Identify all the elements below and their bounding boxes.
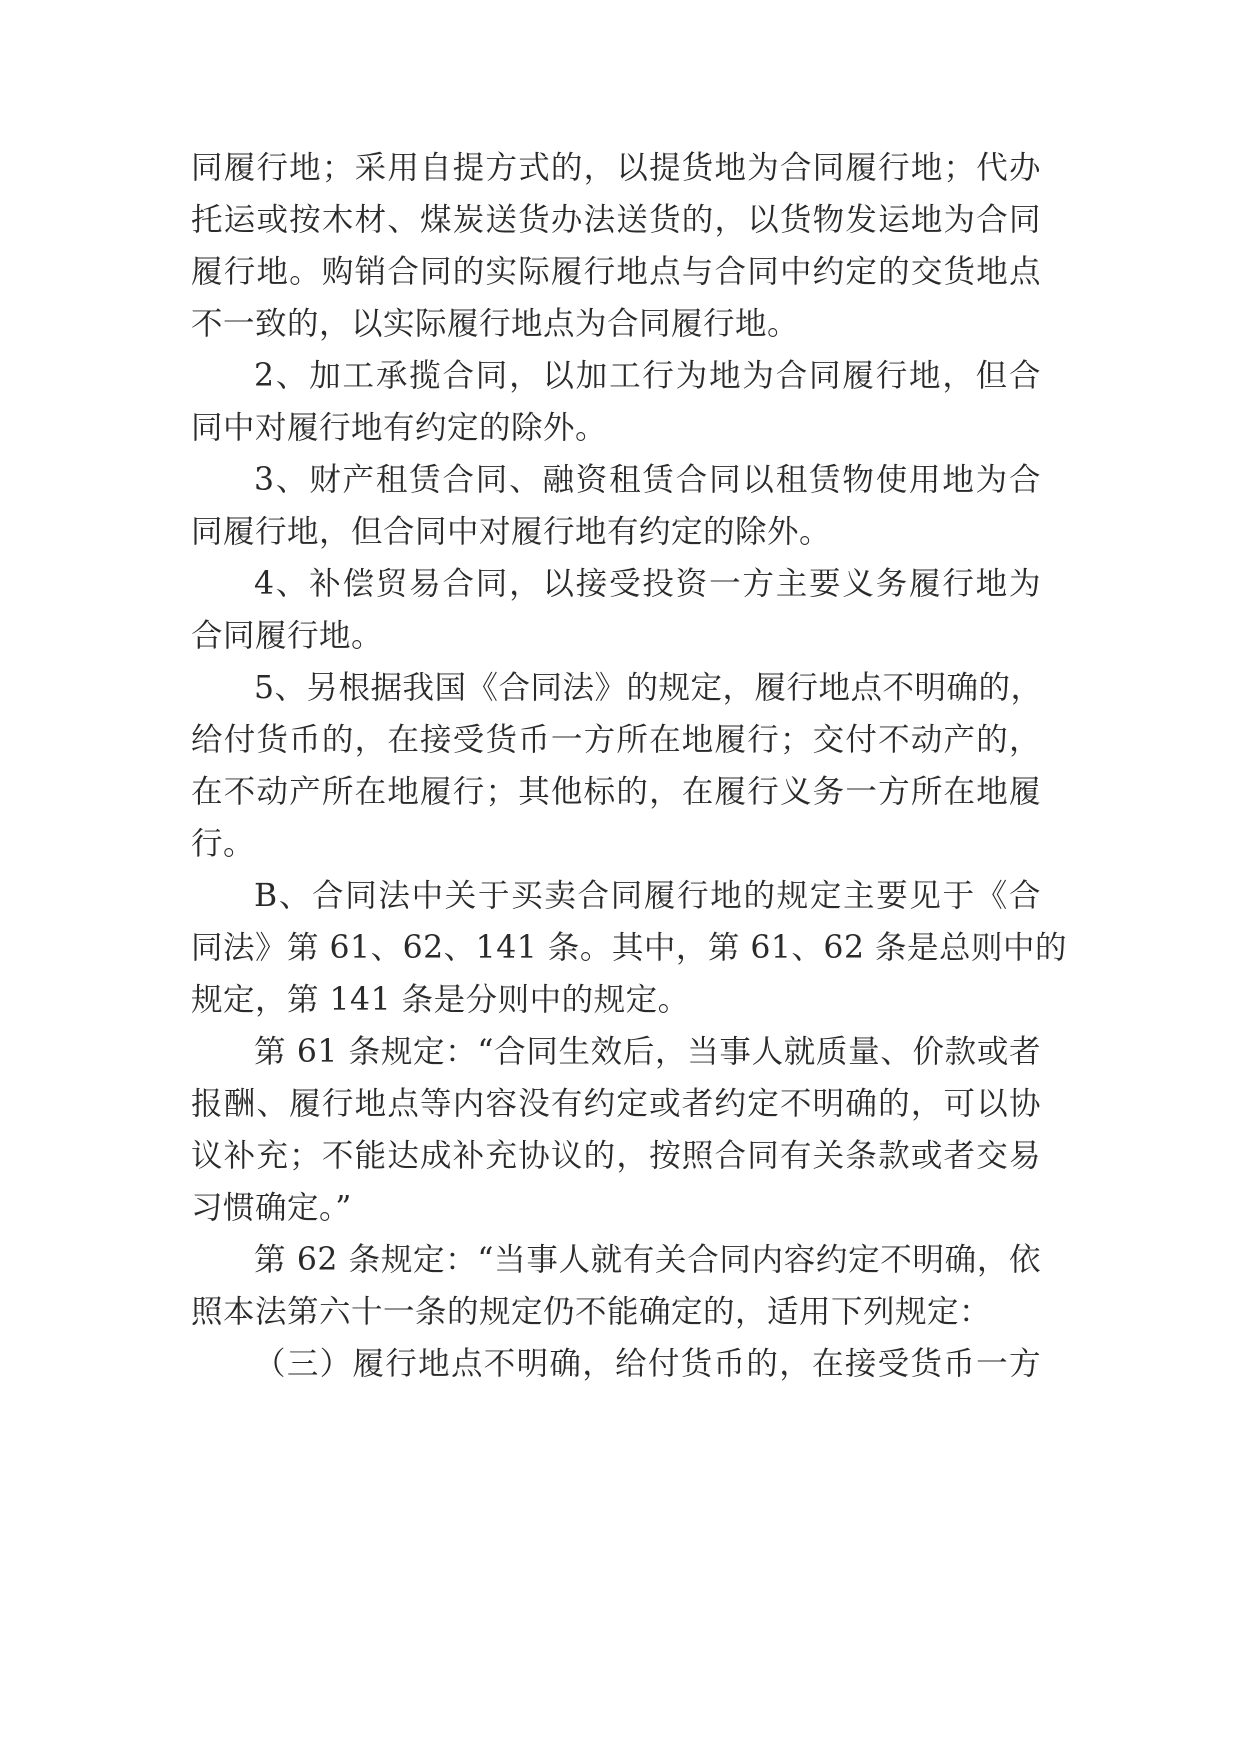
text-line: 同法》第 61、62、141 条。其中，第 61、62 条是总则中的 (191, 930, 1068, 966)
text-line: 5、另根据我国《合同法》的规定，履行地点不明确的， (254, 670, 1043, 706)
text-line: 在不动产所在地履行；其他标的，在履行义务一方所在地履 (191, 774, 1041, 810)
text-line: 履行地。购销合同的实际履行地点与合同中约定的交货地点 (191, 254, 1041, 290)
text-line: 不一致的，以实际履行地点为合同履行地。 (191, 306, 800, 342)
text-line: 3、财产租赁合同、融资租赁合同以租赁物使用地为合 (254, 462, 1041, 498)
text-line: 照本法第六十一条的规定仍不能确定的，适用下列规定： (191, 1294, 992, 1330)
text-line: 规定，第 141 条是分则中的规定。 (191, 982, 690, 1018)
text-line: 同履行地；采用自提方式的，以提货地为合同履行地；代办 (191, 150, 1041, 186)
text-line: 同中对履行地有约定的除外。 (191, 410, 608, 446)
text-line: B、合同法中关于买卖合同履行地的规定主要见于《合 (254, 878, 1041, 914)
text-line: 报酬、履行地点等内容没有约定或者约定不明确的，可以协 (191, 1086, 1041, 1122)
text-line: 第 61 条规定：“合同生效后，当事人就质量、价款或者 (254, 1034, 1041, 1070)
text-line: 行。 (191, 826, 256, 862)
text-line: 第 62 条规定：“当事人就有关合同内容约定不明确，依 (254, 1242, 1041, 1278)
text-line: 议补充；不能达成补充协议的，按照合同有关条款或者交易 (191, 1138, 1041, 1174)
text-line: 托运或按木材、煤炭送货办法送货的，以货物发运地为合同 (191, 202, 1041, 238)
text-line: 给付货币的，在接受货币一方所在地履行；交付不动产的， (191, 722, 1041, 758)
text-line: 4、补偿贸易合同，以接受投资一方主要义务履行地为 (254, 566, 1041, 602)
text-line: 同履行地，但合同中对履行地有约定的除外。 (191, 514, 832, 550)
text-line: （三）履行地点不明确，给付货币的，在接受货币一方 (254, 1346, 1041, 1382)
text-line: 2、加工承揽合同，以加工行为地为合同履行地，但合 (254, 358, 1041, 394)
text-line: 合同履行地。 (191, 618, 384, 654)
text-line: 习惯确定。” (191, 1190, 352, 1226)
